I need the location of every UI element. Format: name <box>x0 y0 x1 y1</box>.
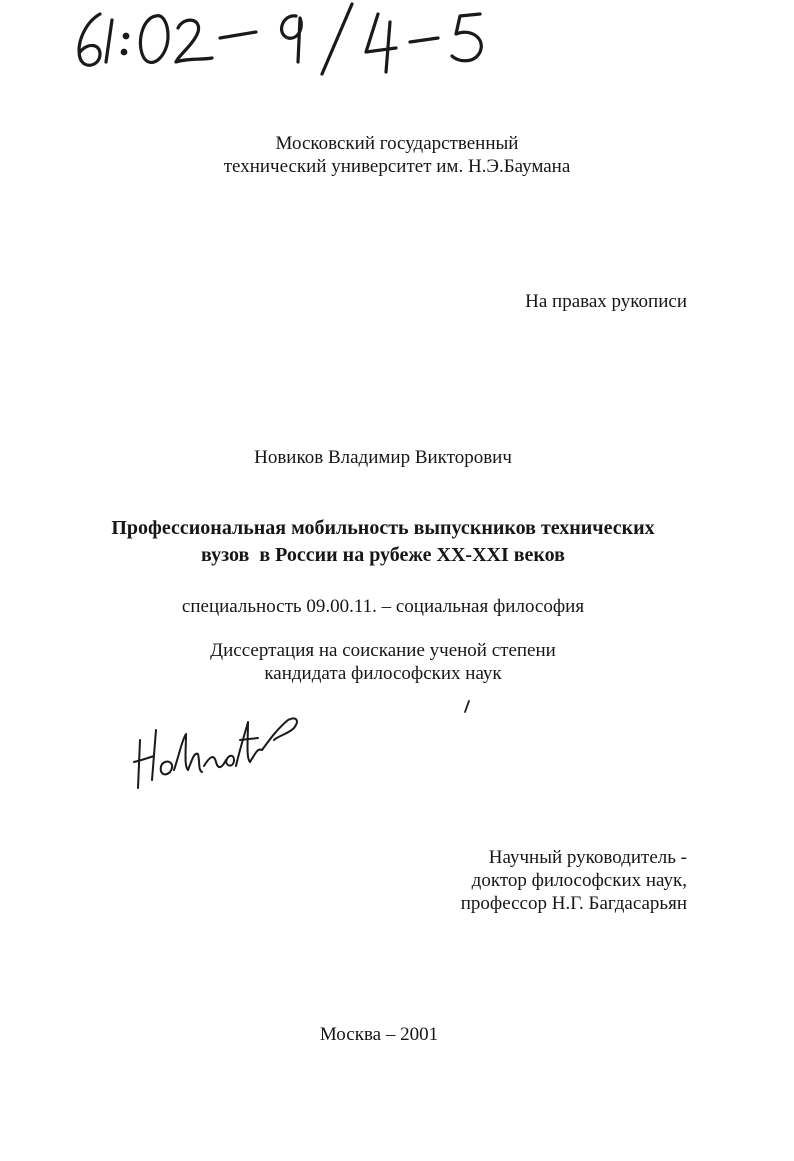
stray-mark <box>462 700 472 714</box>
supervisor-line2: доктор философских наук, <box>471 870 687 891</box>
archive-code-handwriting <box>60 0 540 80</box>
degree-line2: кандидата философских наук <box>264 663 502 684</box>
supervisor-line3: профессор Н.Г. Багдасарьян <box>460 893 687 914</box>
specialty: специальность 09.00.11. – социальная философия <box>181 596 585 617</box>
university-name-line2: технический университет им. Н.Э.Баумана <box>223 156 571 177</box>
university-name-line1: Московский государственный <box>275 133 519 154</box>
rights-note: На правах рукописи <box>525 291 687 312</box>
author-name: Новиков Владимир Викторович <box>254 447 512 468</box>
author-signature <box>128 700 308 792</box>
dissertation-title-line2: вузов в России на рубеже XX-XXI веков <box>201 544 565 566</box>
dissertation-title-line1: Профессиональная мобильность выпускников технических <box>111 517 655 539</box>
degree-line1: Диссертация на соискание ученой степени <box>210 640 556 661</box>
supervisor-line1: Научный руководитель - <box>488 847 687 868</box>
city-year: Москва – 2001 <box>319 1024 439 1045</box>
